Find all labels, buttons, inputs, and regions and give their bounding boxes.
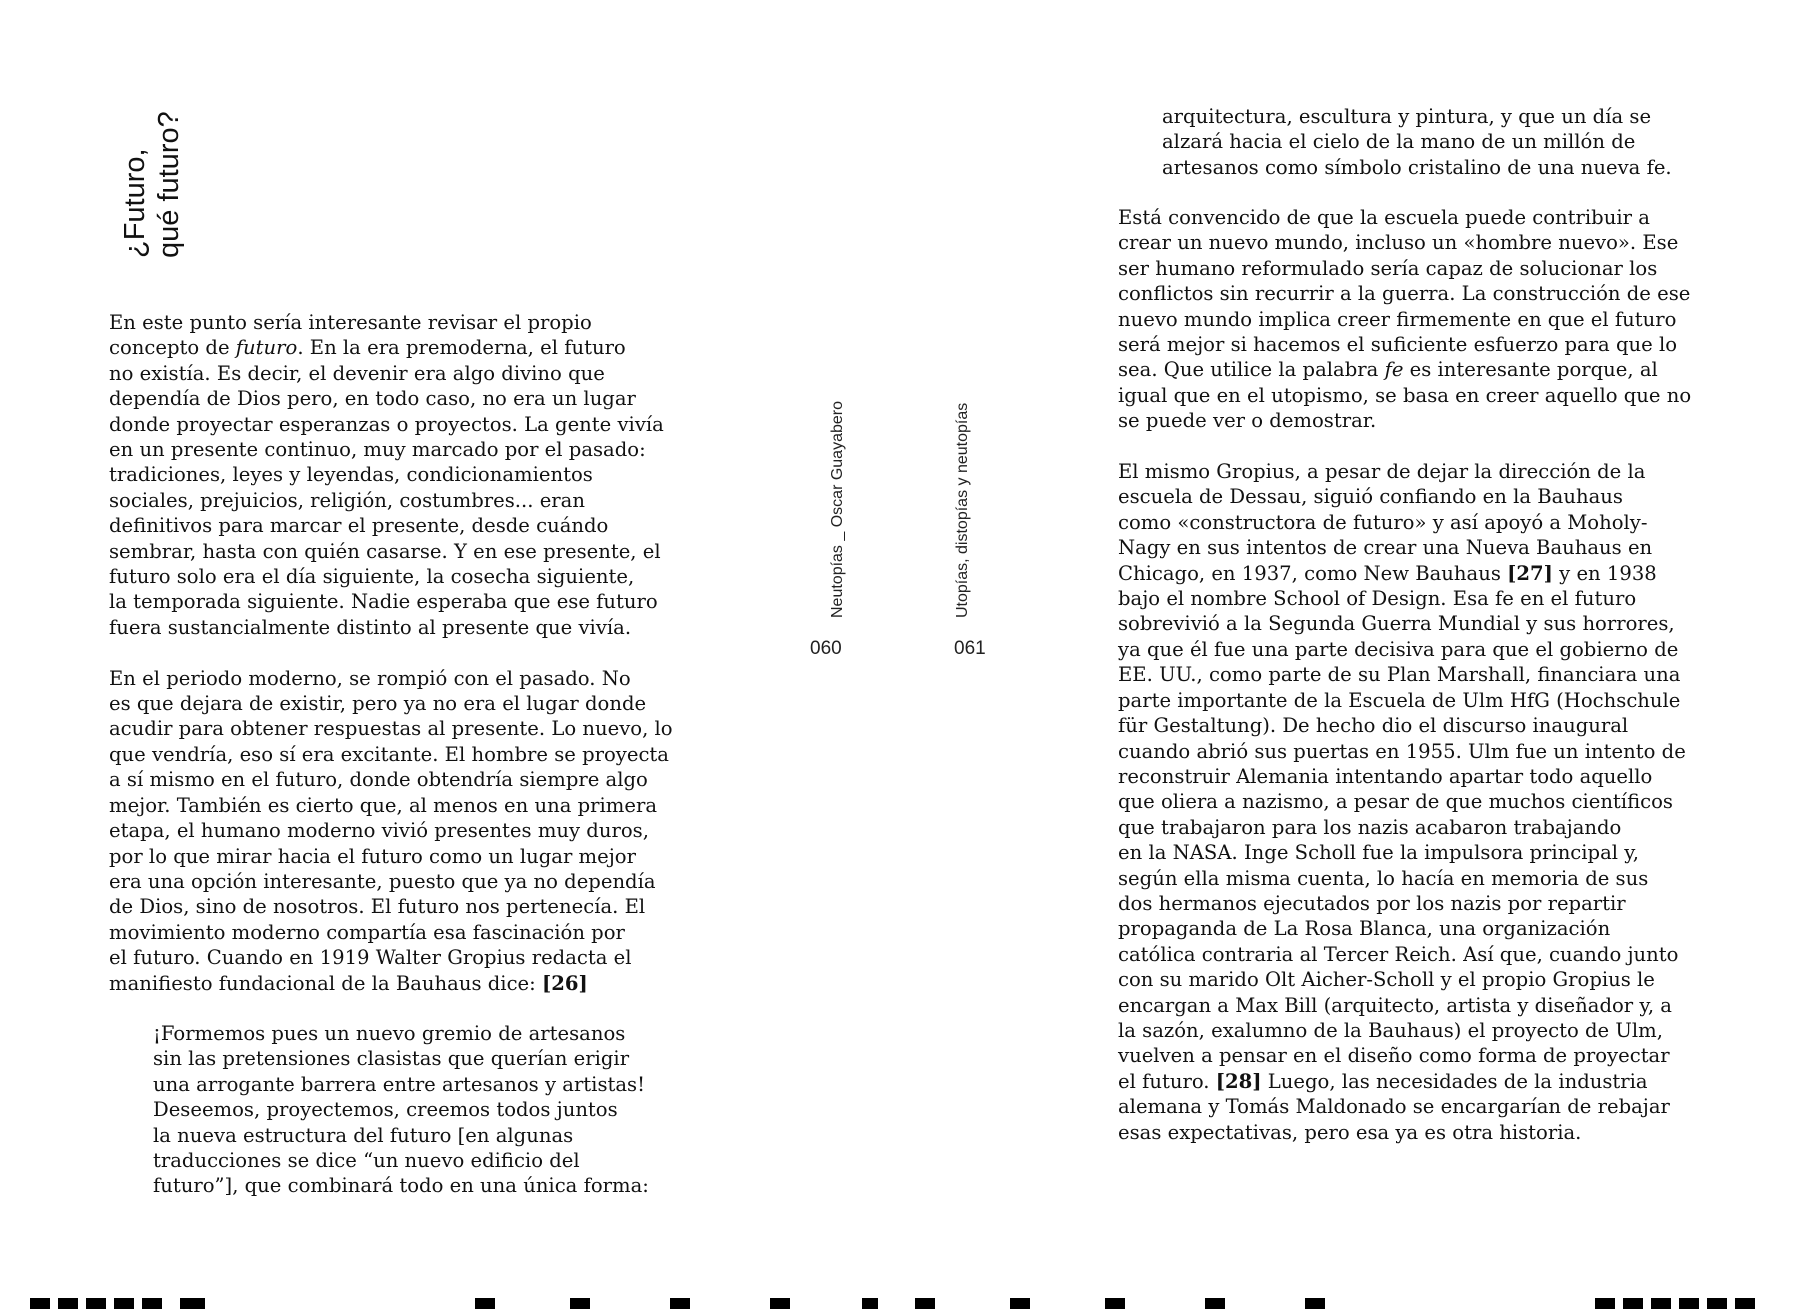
text-line: que trabajaron para los nazis acabaron trabajando [1118, 815, 1622, 839]
text-line: definitivos para marcar el presente, desde cuándo [109, 514, 609, 538]
quote-line: sin las pretensiones clasistas que querían erigir [153, 1047, 630, 1071]
edge-mark [1595, 1298, 1615, 1309]
text-line: propaganda de La Rosa Blanca, una organización [1118, 917, 1611, 941]
edge-mark [770, 1298, 790, 1309]
chapter-title-line-2: qué futuro? [153, 111, 185, 258]
quote-line: una arrogante barrera entre artesanos y artistas! [153, 1072, 645, 1096]
italic-term: fe [1384, 358, 1404, 382]
text-line: que oliera a nazismo, a pesar de que muchos científicos [1118, 790, 1673, 814]
text-run: el futuro. [1118, 1069, 1216, 1093]
text-line: dos hermanos ejecutados por los nazis por repartir [1118, 891, 1626, 915]
edge-mark [1010, 1298, 1030, 1309]
edge-mark [114, 1298, 134, 1309]
paragraph-3 [1118, 205, 1708, 434]
quote-line: traducciones se dice “un nuevo edificio del [153, 1149, 580, 1173]
text-line: como «constructora de futuro» y así apoyó a Moholy- [1118, 510, 1648, 534]
text-line: Está convencido de que la escuela puede contribuir a [1118, 206, 1650, 229]
quote-line: artesanos como símbolo cristalino de una nueva fe. [1162, 155, 1672, 179]
text-run: Chicago, en 1937, como New Bauhaus [1118, 561, 1508, 585]
edge-mark [86, 1298, 106, 1309]
footnote-ref-26[interactable]: [26] [541, 971, 588, 995]
text-line: no existía. Es decir, el devenir era algo divino que [109, 361, 605, 385]
text-line: bajo el nombre School of Design. Esa fe en el futuro [1118, 587, 1637, 611]
text-line: el futuro. Cuando en 1919 Walter Gropius redacta el [109, 946, 632, 970]
text-line: se puede ver o demostrar. [1118, 409, 1377, 433]
text-line: que vendría, eso sí era excitante. El hombre se proyecta [109, 742, 669, 766]
text-line: donde proyectar esperanzas o proyectos. La gente vivía [109, 412, 664, 436]
text-line [1118, 1069, 1708, 1094]
text-line: reconstruir Alemania intentando apartar todo aquello [1118, 764, 1653, 788]
edge-mark [1205, 1298, 1225, 1309]
text-line: era una opción interesante, puesto que ya no dependía [109, 869, 656, 893]
running-header-book: Utopías, distopías y neutopías [954, 402, 971, 618]
running-header-author: Neutopías _ Oscar Guayabero [829, 400, 846, 618]
text-line: la sazón, exalumno de la Bauhaus) el proyecto de Ulm, [1118, 1018, 1663, 1042]
edge-mark [1651, 1298, 1671, 1309]
text-line: según ella misma cuenta, lo hacía en memoria de sus [1118, 866, 1649, 890]
text-line: cuando abrió sus puertas en 1955. Ulm fue un intento de [1118, 739, 1686, 763]
text-line: con su marido Olt Aicher-Scholl y el propio Gropius le [1118, 968, 1655, 992]
quote-line: futuro”], que combinará todo en una única forma: [153, 1174, 649, 1198]
quote-line: arquitectura, escultura y pintura, y que un día se [1162, 105, 1652, 128]
text-line: la temporada siguiente. Nadie esperaba que ese futuro [109, 590, 658, 614]
text-line: es que dejara de existir, pero ya no era el lugar donde [109, 692, 647, 716]
text-line: en la NASA. Inge Scholl fue la impulsora principal y, [1118, 841, 1639, 865]
text-line [1118, 357, 1708, 382]
edge-mark [1707, 1298, 1727, 1309]
edge-mark [1305, 1298, 1325, 1309]
gropius-quote-part-2 [1162, 104, 1722, 180]
text-run: sea. Que utilice la palabra [1118, 358, 1385, 382]
italic-term: futuro [235, 336, 298, 360]
text-run: Luego, las necesidades de la industria [1261, 1069, 1648, 1093]
text-line: encargan a Max Bill (arquitecto, artista y diseñador y, a [1118, 993, 1672, 1017]
text-line: será mejor si hacemos el suficiente esfuerzo para que lo [1118, 333, 1678, 357]
edge-mark [142, 1298, 162, 1309]
text-line: En este punto sería interesante revisar el propio [109, 311, 592, 334]
text-line: ser humano reformulado sería capaz de solucionar los [1118, 256, 1658, 280]
text-line [109, 971, 679, 996]
edge-mark [58, 1298, 78, 1309]
quote-line: la nueva estructura del futuro [en algunas [153, 1123, 574, 1147]
text-line: mejor. También es cierto que, al menos en una primera [109, 793, 658, 817]
footnote-ref-28[interactable]: [28] [1215, 1069, 1262, 1093]
text-line: a sí mismo en el futuro, donde obtendría siempre algo [109, 768, 648, 792]
footnote-ref-27[interactable]: [27] [1507, 561, 1553, 585]
edge-mark [1735, 1298, 1755, 1309]
text-line: alemana y Tomás Maldonado se encargarían de rebajar [1118, 1095, 1670, 1119]
text-line: por lo que mirar hacia el futuro como un lugar mejor [109, 844, 636, 868]
text-line: tradiciones, leyes y leyendas, condicionamientos [109, 463, 593, 487]
text-line: de Dios, sino de nosotros. El futuro nos pertenecía. El [109, 895, 646, 919]
text-line: sociales, prejuicios, religión, costumbres... eran [109, 488, 585, 512]
text-line: vuelven a pensar en el diseño como forma de proyectar [1118, 1044, 1670, 1068]
text-line: igual que en el utopismo, se basa en creer aquello que no [1118, 383, 1692, 407]
text-line: El mismo Gropius, a pesar de dejar la dirección de la [1118, 460, 1646, 484]
text-line: EE. UU., como parte de su Plan Marshall, financiara una [1118, 663, 1681, 687]
text-line [109, 335, 679, 360]
paragraph-2 [109, 666, 679, 996]
text-line: futuro solo era el día siguiente, la cosecha siguiente, [109, 565, 635, 589]
page-number-right: 061 [954, 638, 986, 659]
text-line: dependía de Dios pero, en todo caso, no era un lugar [109, 387, 636, 411]
text-line: esas expectativas, pero esa ya es otra historia. [1118, 1120, 1582, 1144]
paragraph-1 [109, 310, 679, 640]
page-number-left: 060 [810, 638, 842, 659]
text-line: conflictos sin recurrir a la guerra. La construcción de ese [1118, 282, 1691, 306]
text-run: es interesante porque, al [1403, 358, 1658, 382]
edge-mark [862, 1298, 878, 1309]
edge-mark [915, 1298, 935, 1309]
text-line: crear un nuevo mundo, incluso un «hombre nuevo». Ese [1118, 231, 1679, 255]
text-line: ya que él fue una parte decisiva para que el gobierno de [1118, 637, 1679, 661]
text-line: católica contraria al Tercer Reich. Así que, cuando junto [1118, 942, 1679, 966]
text-line: acudir para obtener respuestas al presente. Lo nuevo, lo [109, 717, 673, 741]
quote-line: alzará hacia el cielo de la mano de un millón de [1162, 130, 1636, 154]
chapter-title-line-1: ¿Futuro, [119, 148, 151, 258]
edge-mark [570, 1298, 590, 1309]
chapter-title [118, 111, 186, 258]
text-run: . En la era premoderna, el futuro [297, 336, 626, 360]
text-run: y en 1938 [1552, 561, 1657, 585]
edge-mark [1105, 1298, 1125, 1309]
text-line: movimiento moderno compartía esa fascinación por [109, 920, 625, 944]
text-line: sobrevivió a la Segunda Guerra Mundial y sus horrores, [1118, 612, 1675, 636]
bottom-edge-marks [0, 1298, 1800, 1309]
text-line: en un presente continuo, muy marcado por el pasado: [109, 438, 646, 462]
text-line [1118, 561, 1708, 586]
text-line: Nagy en sus intentos de crear una Nueva Bauhaus en [1118, 536, 1653, 560]
left-body-text [109, 310, 679, 996]
text-line: En el periodo moderno, se rompió con el pasado. No [109, 666, 631, 690]
text-line: parte importante de la Escuela de Ulm HfG (Hochschule [1118, 688, 1681, 712]
edge-mark [475, 1298, 495, 1309]
quote-line: ¡Formemos pues un nuevo gremio de artesanos [153, 1022, 626, 1045]
text-line: nuevo mundo implica creer firmemente en que el futuro [1118, 307, 1677, 331]
gropius-quote-part-1 [153, 1021, 673, 1199]
text-line: für Gestaltung). De hecho dio el discurso inaugural [1118, 714, 1629, 738]
text-run: manifiesto fundacional de la Bauhaus dice: [109, 971, 542, 995]
edge-mark [30, 1298, 50, 1309]
edge-mark [1679, 1298, 1699, 1309]
edge-mark [180, 1298, 205, 1309]
edge-mark [1623, 1298, 1643, 1309]
text-line: escuela de Dessau, siguió confiando en la Bauhaus [1118, 485, 1623, 509]
text-run: concepto de [109, 336, 236, 360]
text-line: sembrar, hasta con quién casarse. Y en ese presente, el [109, 539, 661, 563]
text-line: fuera sustancialmente distinto al presente que vivía. [109, 615, 632, 639]
right-body-text [1118, 205, 1708, 1145]
edge-mark [670, 1298, 690, 1309]
quote-line: Deseemos, proyectemos, creemos todos juntos [153, 1098, 618, 1122]
text-line: etapa, el humano moderno vivió presentes muy duros, [109, 819, 649, 843]
paragraph-4 [1118, 459, 1708, 1145]
